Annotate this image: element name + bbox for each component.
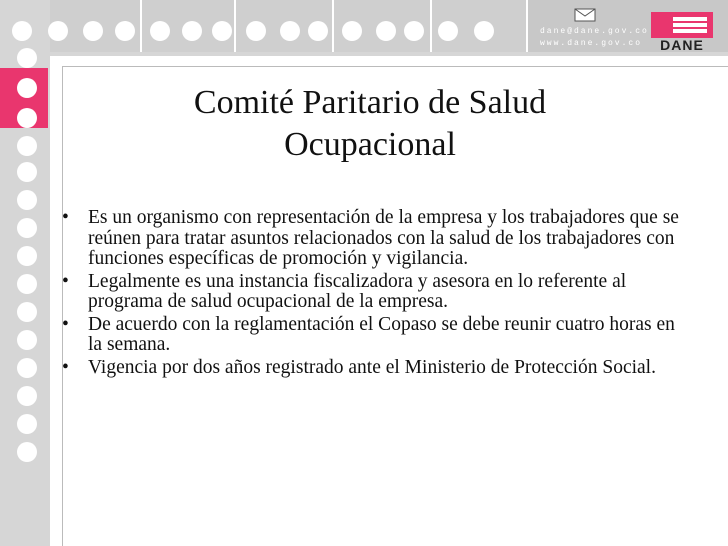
list-item	[60, 358, 680, 379]
decor-dot	[48, 21, 68, 41]
decor-dot	[17, 386, 37, 406]
decor-dot	[404, 21, 424, 41]
decor-dot	[308, 21, 328, 41]
decor-dot	[17, 246, 37, 266]
decor-dot	[17, 442, 37, 462]
decor-dot	[17, 218, 37, 238]
decor-dot	[17, 108, 37, 128]
decor-dot	[182, 21, 202, 41]
bullet-marker: •	[62, 356, 69, 378]
decor-dot	[150, 21, 170, 41]
bullet-text: Legalmente es una instancia fiscalizadora y asesora en lo referente al programa de salud ocupacional de la empresa.	[88, 270, 627, 312]
decor-dot	[17, 358, 37, 378]
decor-dot	[83, 21, 103, 41]
decor-dot	[17, 414, 37, 434]
decor-dot	[212, 21, 232, 41]
decor-dot	[17, 274, 37, 294]
decor-dot	[376, 21, 396, 41]
bullet-list	[60, 208, 680, 380]
decor-dot	[342, 21, 362, 41]
decor-dot	[17, 190, 37, 210]
bullet-text: Es un organismo con representación de la empresa y los trabajadores que se reúnen para tratar asuntos relacionados con la salud de los trabajadores con funciones específicas de promoción y vigilancia.	[88, 207, 679, 269]
decor-dot	[17, 162, 37, 182]
contact-info	[540, 26, 649, 50]
bullet-text: De acuerdo con la reglamentación el Copaso se debe reunir cuatro horas en la semana.	[88, 313, 675, 355]
decor-dot	[17, 48, 37, 68]
decor-dot	[246, 21, 266, 41]
email-text: dane@dane.gov.co	[540, 27, 649, 36]
decor-dot	[438, 21, 458, 41]
decor-dot	[115, 21, 135, 41]
panel-top-border	[62, 66, 728, 67]
bullet-marker: •	[62, 207, 69, 228]
decor-dot	[12, 21, 32, 41]
bullet-marker: •	[62, 270, 69, 292]
bullet-marker: •	[62, 313, 69, 335]
decor-dot	[17, 302, 37, 322]
logo-text: DANE	[660, 37, 704, 53]
title-line: Ocupacional	[284, 126, 456, 163]
decor-dot	[280, 21, 300, 41]
envelope-icon	[574, 8, 596, 22]
decor-dot	[17, 330, 37, 350]
bullet-text: Vigencia por dos años registrado ante el Ministerio de Protección Social.	[88, 356, 656, 378]
decor-dot	[17, 136, 37, 156]
list-item	[60, 208, 680, 270]
list-item	[60, 272, 680, 313]
page-title	[150, 82, 590, 166]
title-line: Comité Paritario de Salud	[193, 84, 547, 121]
website-text: www.dane.gov.co	[540, 39, 643, 48]
decor-dot	[17, 78, 37, 98]
list-item	[60, 315, 680, 356]
decor-dot	[474, 21, 494, 41]
